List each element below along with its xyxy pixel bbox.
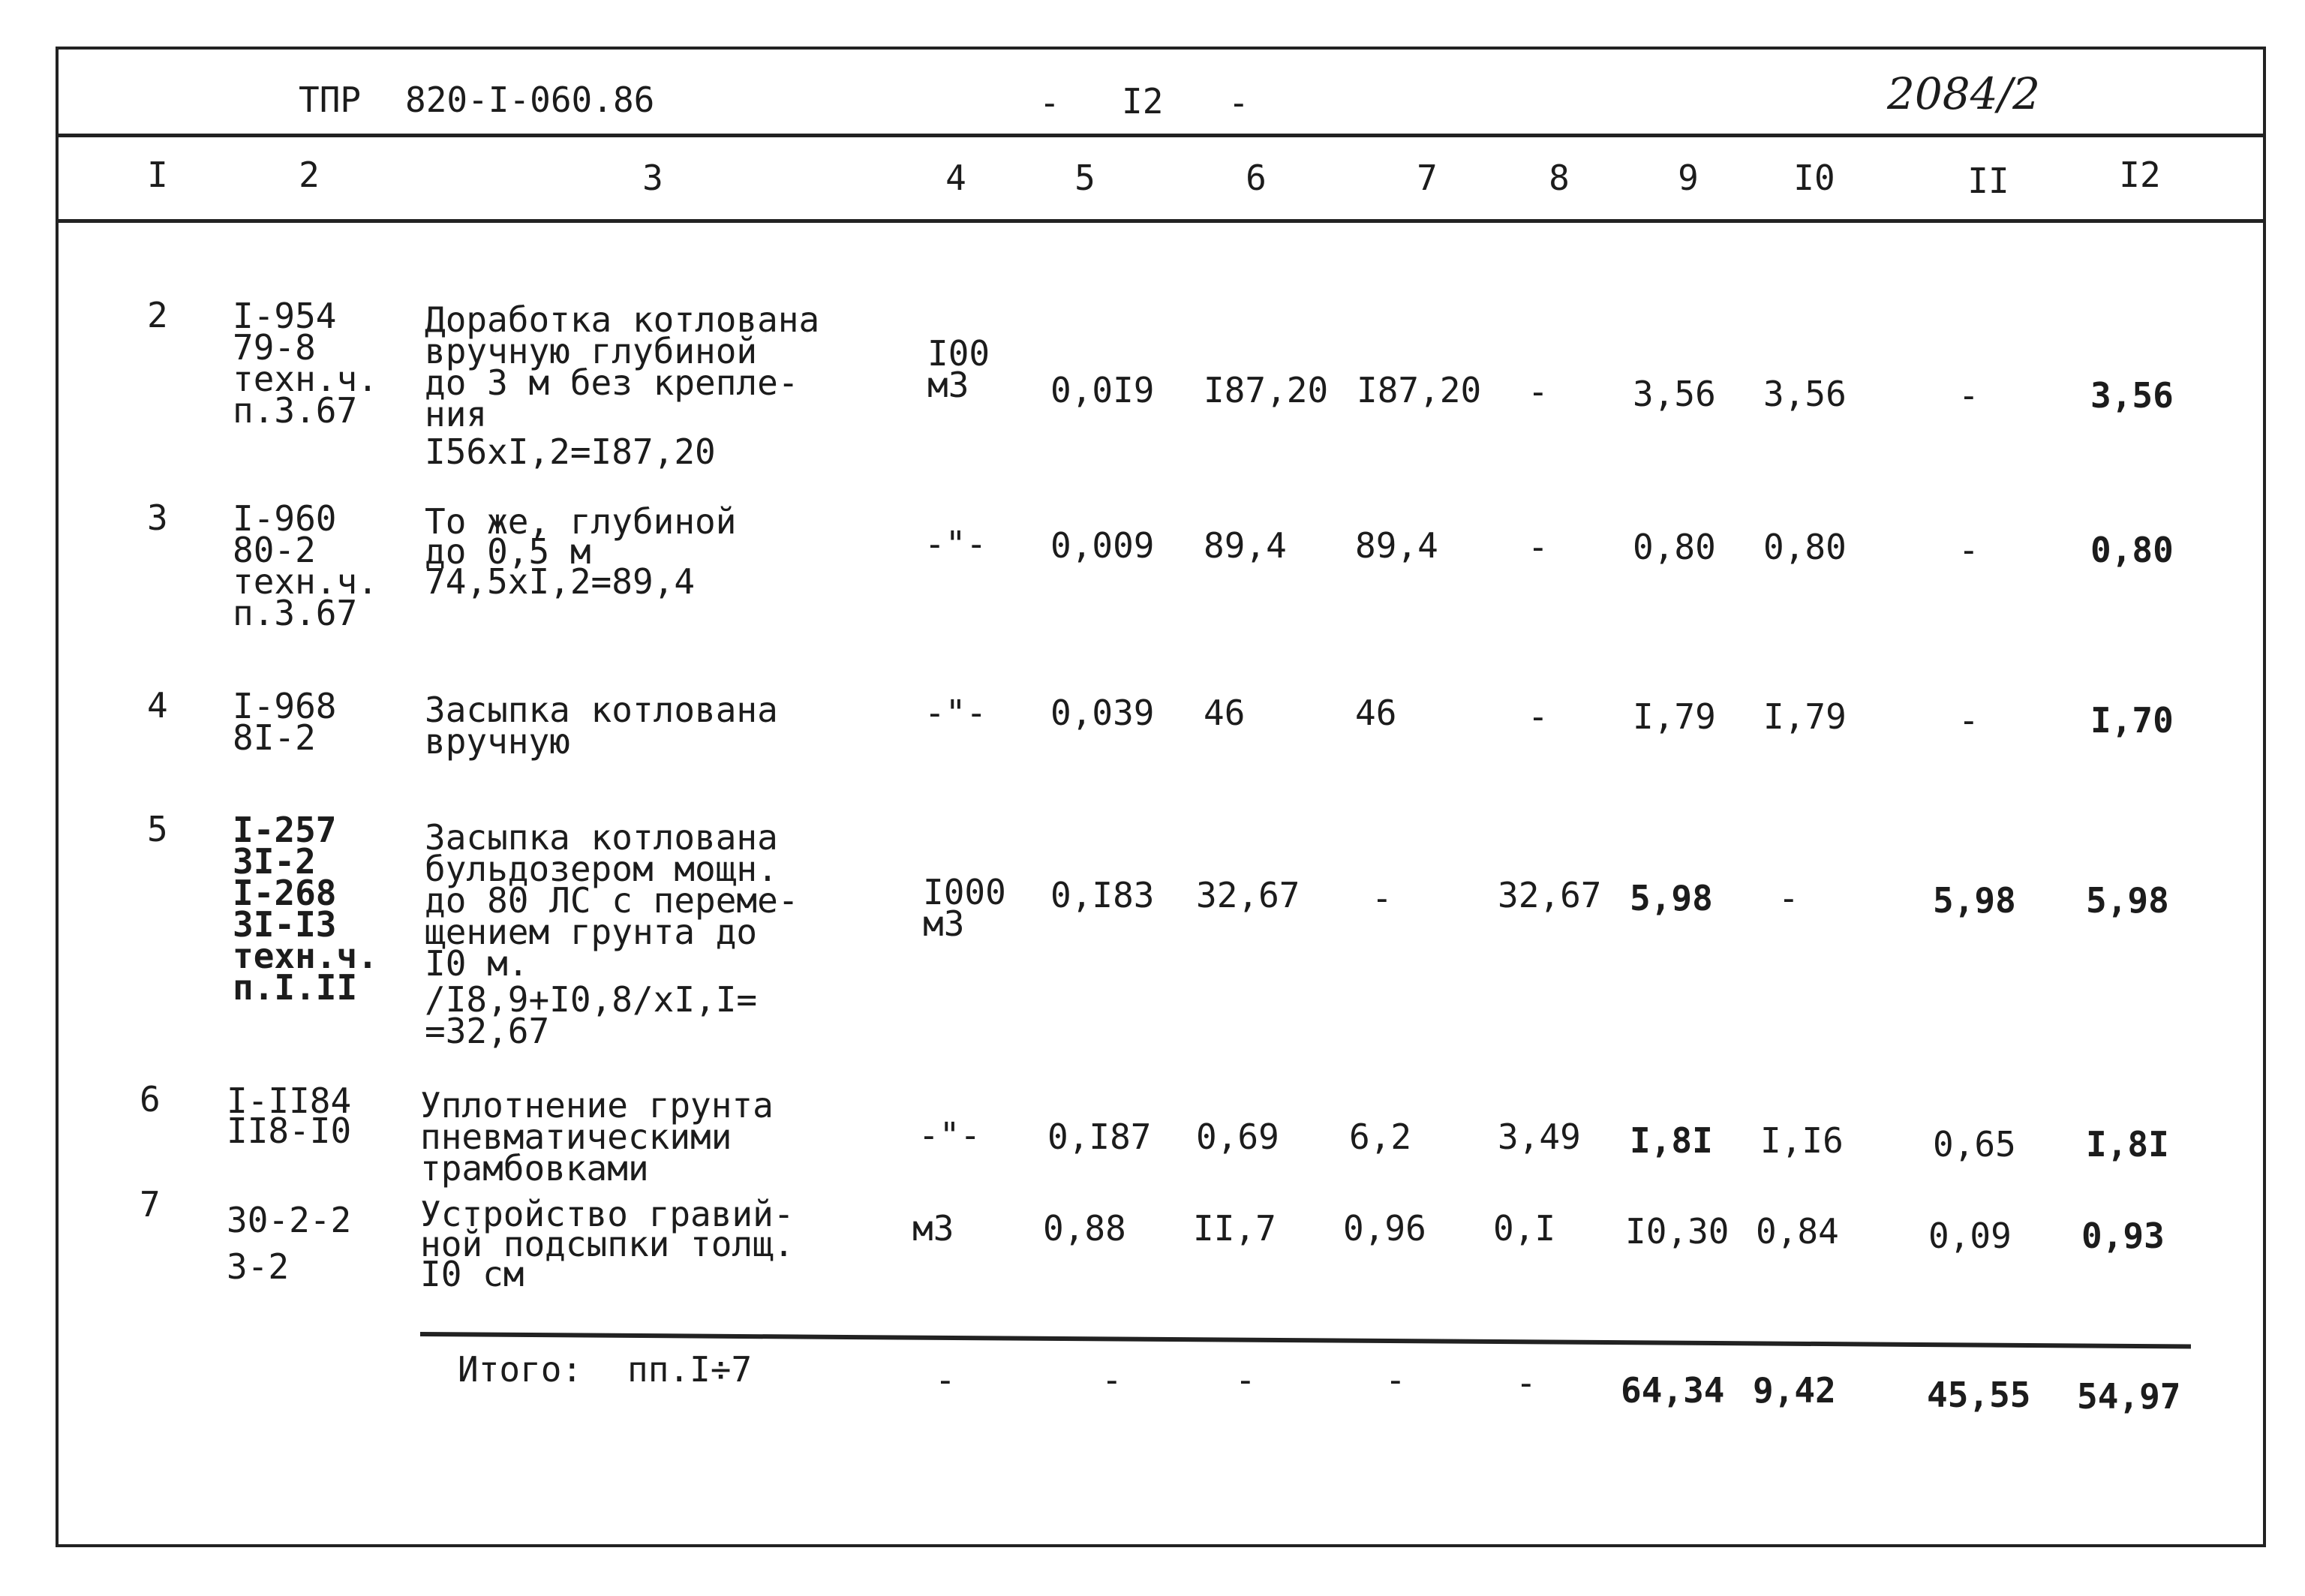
cell-col8: 32,67 (1498, 875, 1602, 915)
total-col8: - (1516, 1363, 1537, 1403)
cell-col10: 0,84 (1756, 1211, 1839, 1252)
norm-code-line: I-968 (233, 686, 337, 726)
page-number: I2 (1122, 81, 1164, 122)
cell-col12: I,8I (2086, 1124, 2169, 1165)
total-col11: 45,55 (1927, 1375, 2031, 1415)
cell-col6: II,7 (1193, 1208, 1276, 1249)
cell-col12: I,70 (2090, 700, 2174, 741)
cell-col11: - (1958, 530, 1979, 570)
cell-col6: 32,67 (1196, 875, 1300, 915)
norm-code-line: п.3.67 (233, 390, 358, 431)
norm-code-line: 3-2 (227, 1246, 290, 1287)
norm-code (227, 1197, 351, 1290)
cell-col5: 0,0I9 (1050, 370, 1155, 410)
cell-col9: I0,30 (1625, 1211, 1730, 1252)
cell-col11: 0,09 (1928, 1216, 2012, 1256)
column-number: I0 (1793, 158, 1835, 198)
description-line: I56xI,2=I87,20 (425, 431, 716, 472)
cell-col7: 89,4 (1355, 525, 1438, 566)
description-line: Засыпка котлована (425, 817, 778, 858)
cell-col12: 0,93 (2081, 1216, 2165, 1256)
norm-code-line: I-960 (233, 498, 337, 539)
description-line: То же, глубиной (425, 501, 737, 542)
row-number: 6 (140, 1079, 161, 1120)
norm-code-line: техн.ч. (233, 561, 378, 602)
norm-code-line: I-II84 (227, 1081, 352, 1121)
description-line: I0 м. (425, 943, 529, 984)
total-col5: - (1101, 1360, 1122, 1400)
norm-code-line: 79-8 (233, 327, 316, 368)
cell-col11: 5,98 (1933, 880, 2016, 921)
cell-col8: - (1528, 527, 1549, 567)
cell-col11: - (1958, 375, 1979, 416)
cell-col10: 0,80 (1763, 527, 1847, 567)
cell-col8: 0,I (1493, 1208, 1556, 1249)
norm-code-line: техн.ч. (233, 936, 378, 976)
unit-line: I00 (927, 333, 990, 374)
norm-code (233, 810, 378, 1008)
unit: м3 (912, 1208, 954, 1249)
cell-col5: 0,88 (1043, 1208, 1126, 1249)
unit (927, 333, 990, 405)
norm-code-line: I-268 (233, 873, 337, 913)
cell-col8: - (1528, 696, 1549, 737)
description-line: ния (425, 394, 488, 434)
norm-code-line: п.I.II (233, 967, 358, 1008)
total-col9: 64,34 (1621, 1370, 1725, 1411)
cell-col5: 0,I83 (1050, 875, 1155, 915)
column-number: 9 (1678, 158, 1699, 198)
description-line: Засыпка котлована (425, 690, 778, 730)
description-line: /I8,9+I0,8/xI,I= (425, 979, 758, 1020)
description-line: пневматическими (420, 1117, 732, 1157)
cell-col11: - (1958, 700, 1979, 741)
row-number: 3 (147, 497, 168, 538)
page-dash-right: - (1228, 83, 1249, 123)
norm-code (227, 1081, 352, 1151)
norm-code (233, 296, 378, 431)
total-col12: 54,97 (2077, 1376, 2181, 1417)
column-number: 6 (1246, 158, 1267, 198)
total-label: Итого: (458, 1349, 583, 1390)
cell-col10: I,79 (1763, 696, 1847, 737)
work-description (425, 690, 778, 762)
cell-col12: 3,56 (2090, 375, 2174, 416)
description-line: ной подсыпки толщ. (420, 1224, 795, 1264)
column-numbers-divider (59, 219, 2263, 223)
norm-code-line: I-257 (233, 810, 337, 850)
description-line: щением грунта до (425, 912, 758, 952)
norm-code-line: 8I-2 (233, 717, 316, 758)
description-line: вручную глубиной (425, 331, 758, 371)
norm-code (233, 686, 337, 758)
cell-col6: I87,20 (1204, 370, 1329, 410)
unit (923, 872, 1006, 944)
cell-col7: 0,96 (1343, 1208, 1426, 1249)
norm-code-line: 3I-2 (233, 841, 316, 882)
cell-col9: I,79 (1633, 696, 1716, 737)
unit-line: м3 (923, 903, 965, 944)
description-line: Устройство гравий- (420, 1194, 795, 1234)
norm-code-line: 80-2 (233, 530, 316, 570)
norm-code-line: 3I-I3 (233, 904, 337, 945)
total-range: пп.I÷7 (627, 1349, 753, 1390)
cell-col8: 3,49 (1498, 1117, 1581, 1157)
description-line: Уплотнение грунта (420, 1085, 774, 1126)
total-col7: - (1385, 1360, 1406, 1400)
page-dash-left: - (1039, 83, 1060, 123)
unit: -"- (918, 1115, 981, 1156)
description-line: =32,67 (425, 1011, 550, 1051)
description-line: 74,5xI,2=89,4 (425, 561, 696, 602)
cell-col5: 0,I87 (1047, 1117, 1152, 1157)
column-number: I2 (2119, 155, 2161, 195)
cell-col9: 5,98 (1630, 878, 1713, 918)
unit: -"- (924, 693, 987, 733)
cell-col10: I,I6 (1760, 1120, 1844, 1161)
row-number: 7 (140, 1184, 161, 1225)
cell-col7: I87,20 (1357, 370, 1482, 410)
row-number: 5 (147, 809, 168, 849)
doc-code: 820-I-060.86 (405, 80, 655, 120)
cell-col7: - (1372, 878, 1393, 918)
work-description (425, 299, 820, 472)
cell-col9: I,8I (1630, 1120, 1713, 1161)
cell-col12: 0,80 (2090, 530, 2174, 570)
column-number: I (147, 155, 168, 195)
total-col4: - (935, 1360, 956, 1400)
description-line: до 80 ЛС с переме- (425, 880, 799, 921)
cell-col6: 46 (1204, 693, 1246, 733)
total-col6: - (1235, 1360, 1256, 1400)
column-number: 7 (1417, 158, 1438, 198)
description-line: до 0,5 м (425, 531, 591, 572)
description-line: I0 см (420, 1254, 524, 1294)
cell-col11: 0,65 (1933, 1124, 2016, 1165)
norm-code-line: техн.ч. (233, 359, 378, 399)
cell-col7: 6,2 (1349, 1117, 1412, 1157)
column-number: 5 (1074, 158, 1095, 198)
column-number: II (1967, 161, 2009, 201)
column-number: 3 (642, 158, 663, 198)
document-frame (56, 47, 2266, 1547)
norm-code-line: II8-I0 (227, 1111, 352, 1151)
cell-col6: 89,4 (1204, 525, 1287, 566)
work-description (425, 501, 737, 602)
norm-code (233, 498, 378, 633)
unit-line: м3 (927, 365, 969, 405)
cell-col10: - (1778, 878, 1799, 918)
norm-code-line: 30-2-2 (227, 1200, 352, 1240)
row-number: 4 (147, 685, 168, 726)
work-description (420, 1194, 795, 1294)
description-line: бульдозером мощн. (425, 849, 778, 889)
handwritten-number: 2084/2 (1887, 68, 2041, 119)
column-number: 2 (299, 155, 320, 195)
work-description (420, 1085, 774, 1189)
norm-code-line: п.3.67 (233, 593, 358, 633)
row-number: 2 (147, 295, 168, 335)
doc-code-label: ТПР (299, 80, 362, 120)
description-line: до 3 м без крепле- (425, 362, 799, 403)
total-col10: 9,42 (1753, 1370, 1836, 1411)
norm-code-line: I-954 (233, 296, 337, 336)
cell-col7: 46 (1355, 693, 1397, 733)
cell-col5: 0,039 (1050, 693, 1155, 733)
cell-col6: 0,69 (1196, 1117, 1279, 1157)
work-description (425, 817, 799, 1051)
unit-line: I000 (923, 872, 1006, 912)
column-number: 8 (1549, 158, 1570, 198)
unit: -"- (924, 524, 987, 564)
cell-col9: 0,80 (1633, 527, 1716, 567)
cell-col5: 0,009 (1050, 525, 1155, 566)
description-line: Доработка котлована (425, 299, 820, 340)
column-number: 4 (945, 158, 966, 198)
cell-col9: 3,56 (1633, 374, 1716, 414)
description-line: вручную (425, 721, 570, 762)
cell-col10: 3,56 (1763, 374, 1847, 414)
header-divider (59, 134, 2263, 137)
description-line: трамбовками (420, 1148, 649, 1189)
cell-col12: 5,98 (2086, 880, 2169, 921)
cell-col8: - (1528, 371, 1549, 412)
